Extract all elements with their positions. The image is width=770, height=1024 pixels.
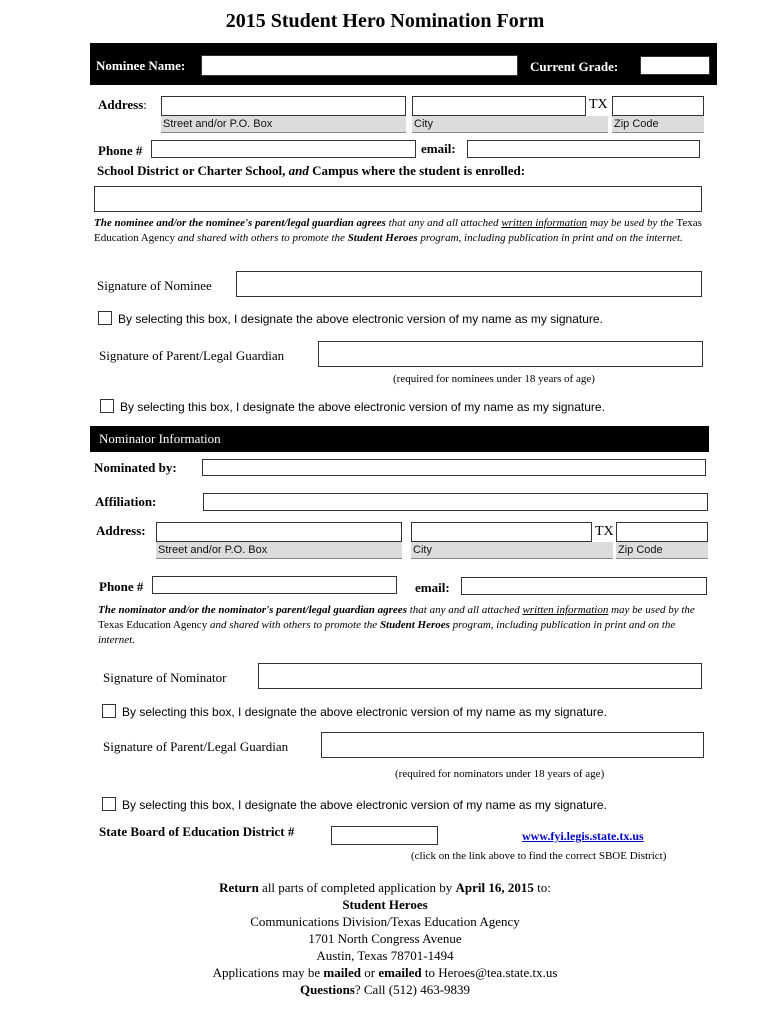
nominator-zip-input[interactable] <box>616 522 708 542</box>
nominee-name-input[interactable] <box>201 55 518 76</box>
nominator-address-label: Address: <box>96 523 146 538</box>
footer-questions: Questions? Call (512) 463-9839 <box>299 982 471 997</box>
nominee-guardian-checkbox[interactable] <box>100 399 114 413</box>
nominee-street-input[interactable] <box>161 96 406 116</box>
nominator-signature-checkbox-row: By selecting this box, I designate the above electronic version of my name as my signature. <box>102 704 607 719</box>
nominee-zip-sublabel: Zip Code <box>612 116 704 133</box>
school-input[interactable] <box>94 186 702 212</box>
footer-return-line: Return all parts of completed application by April 16, 2015 to: <box>219 880 551 895</box>
nominator-consent-text: The nominator and/or the nominator's parent/legal guardian agrees that any and all attached written information may be used by the Texas Education Agency and shared with others to promote the Student Heroes program, including publication in print and on the internet. <box>98 604 695 646</box>
nominee-address-label: Address: <box>98 97 147 112</box>
nominee-street-sublabel: Street and/or P.O. Box <box>161 116 406 133</box>
nominee-signature-checkbox[interactable] <box>98 311 112 325</box>
sboe-link[interactable]: www.fyi.legis.state.tx.us <box>522 829 644 843</box>
nominator-street-sublabel: Street and/or P.O. Box <box>156 542 402 559</box>
nominator-guardian-input[interactable] <box>321 732 704 758</box>
nominator-city-sublabel: City <box>411 542 613 559</box>
footer-street: 1701 North Congress Avenue <box>308 931 462 946</box>
nominee-guardian-checkbox-row: By selecting this box, I designate the above electronic version of my name as my signature. <box>100 399 605 414</box>
nominator-signature-checkbox[interactable] <box>102 704 116 718</box>
nominator-signature-label: Signature of Nominator <box>103 670 227 685</box>
nominator-header-text: Nominator Information <box>99 431 221 446</box>
nominated-by-label: Nominated by: <box>94 460 177 475</box>
current-grade-input[interactable] <box>640 56 710 75</box>
nominee-guardian-label: Signature of Parent/Legal Guardian <box>99 348 285 363</box>
sboe-district-input[interactable] <box>331 826 438 845</box>
nominee-guardian-input[interactable] <box>318 341 703 367</box>
nominee-email-label: email: <box>421 141 456 156</box>
nominator-guardian-checkbox[interactable] <box>102 797 116 811</box>
page-title: 2015 Student Hero Nomination Form <box>225 10 545 32</box>
footer-submit-methods: Applications may be mailed or emailed to Heroes@tea.state.tx.us <box>212 965 558 980</box>
affiliation-input[interactable] <box>203 493 708 511</box>
nominee-signature-label: Signature of Nominee <box>97 278 212 293</box>
footer-city: Austin, Texas 78701-1494 <box>316 948 454 963</box>
nominee-signature-checkbox-row: By selecting this box, I designate the above electronic version of my name as my signature. <box>98 311 603 326</box>
sboe-note: (click on the link above to find the correct SBOE District) <box>411 850 667 862</box>
nominator-email-label: email: <box>415 580 450 595</box>
nominator-guardian-note: (required for nominators under 18 years of age) <box>395 768 605 780</box>
affiliation-label: Affiliation: <box>95 494 157 509</box>
nominee-zip-input[interactable] <box>612 96 704 116</box>
footer-recipient: Student Heroes <box>342 897 428 912</box>
school-label: School District or Charter School, and Campus where the student is enrolled: <box>97 163 526 178</box>
nominator-phone-input[interactable] <box>152 576 397 594</box>
nominee-state-text: TX <box>589 97 608 112</box>
nominee-guardian-note: (required for nominees under 18 years of age) <box>393 373 595 385</box>
nominee-city-sublabel: City <box>412 116 608 133</box>
nominee-city-input[interactable] <box>412 96 586 116</box>
nominator-city-input[interactable] <box>411 522 592 542</box>
nominated-by-input[interactable] <box>202 459 706 476</box>
current-grade-label: Current Grade: <box>530 59 619 74</box>
nominee-signature-input[interactable] <box>236 271 702 297</box>
footer-division: Communications Division/Texas Education Agency <box>250 914 520 929</box>
nominator-email-input[interactable] <box>461 577 707 595</box>
nominator-guardian-checkbox-row: By selecting this box, I designate the above electronic version of my name as my signature. <box>102 797 607 812</box>
nominator-phone-label: Phone # <box>99 579 144 594</box>
nominee-email-input[interactable] <box>467 140 700 158</box>
nominator-zip-sublabel: Zip Code <box>616 542 708 559</box>
nominee-name-label: Nominee Name: <box>96 58 186 73</box>
sboe-label: State Board of Education District # <box>99 824 295 839</box>
nominator-state-text: TX <box>595 524 614 539</box>
nominator-guardian-label: Signature of Parent/Legal Guardian <box>103 739 289 754</box>
nominator-street-input[interactable] <box>156 522 402 542</box>
nominee-consent-text: The nominee and/or the nominee's parent/legal guardian agrees that any and all attached written information may be used by the Texas Education Agency and shared with others to promote the Student Heroes program, including publication in print and on the internet. <box>94 217 702 244</box>
nominator-signature-input[interactable] <box>258 663 702 689</box>
nominee-phone-label: Phone # <box>98 143 143 158</box>
nominee-phone-input[interactable] <box>151 140 416 158</box>
